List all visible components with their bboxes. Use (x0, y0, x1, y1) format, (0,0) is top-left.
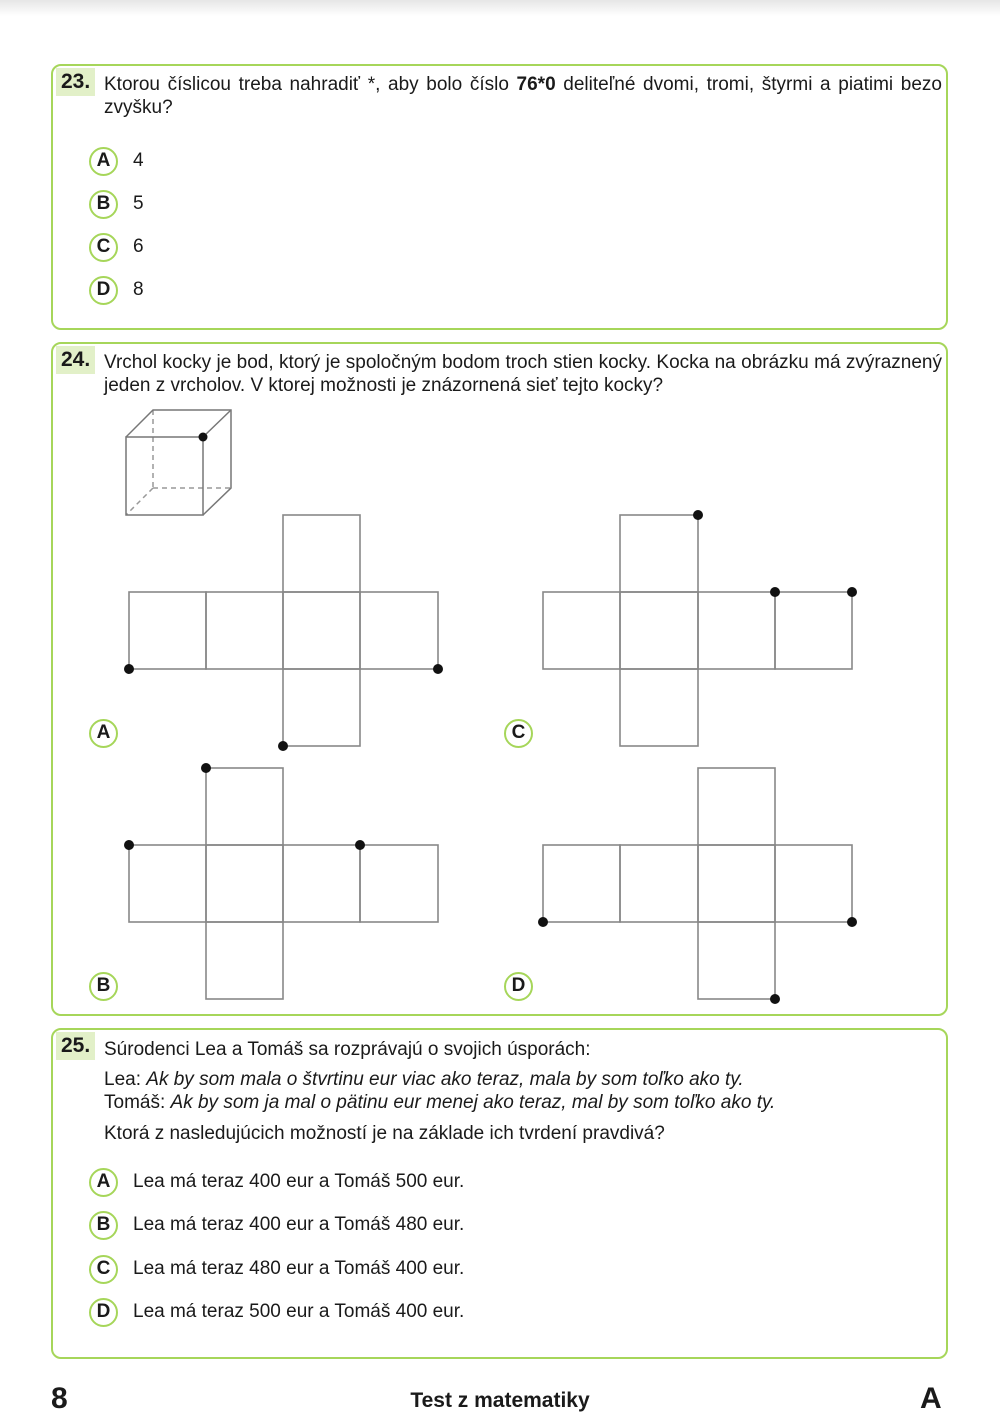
question-25-box (51, 1028, 948, 1359)
option-text: 4 (133, 150, 144, 171)
option-letter: D (89, 1298, 118, 1327)
option-letter: C (89, 1255, 118, 1284)
option-text: Lea má teraz 400 eur a Tomáš 500 eur. (133, 1171, 465, 1192)
net-d (538, 768, 857, 1004)
question-text: Vrchol kocky je bod, ktorý je spoločným bodom troch stien kocky. Kocka na obrázku má zvýraznený jeden z vrcholov. V ktorej možnosti je znázornená sieť tejto kocky? (104, 352, 942, 396)
option-a[interactable] (89, 1166, 464, 1198)
question-intro: Súrodenci Lea a Tomáš sa rozprávajú o svojich úsporách: (104, 1039, 591, 1060)
option-text: Lea má teraz 480 eur a Tomáš 400 eur. (133, 1258, 465, 1279)
test-variant: A (920, 1382, 942, 1415)
number-expression: 76*0 (516, 74, 556, 95)
option-letter: C (504, 719, 533, 748)
question-number: 23. (56, 68, 95, 96)
net-b (124, 763, 438, 999)
option-text: Lea má teraz 400 eur a Tomáš 480 eur. (133, 1214, 465, 1235)
option-text: Lea má teraz 500 eur a Tomáš 400 eur. (133, 1301, 465, 1322)
option-c[interactable] (89, 1253, 464, 1285)
lea-statement: Lea: Ak by som mala o štvrtinu eur viac ako teraz, mala by som toľko ako ty. (104, 1069, 744, 1090)
option-letter: B (89, 190, 118, 219)
footer-title: Test z matematiky (410, 1389, 590, 1412)
cube-figure (126, 410, 231, 515)
option-text: 8 (133, 279, 144, 300)
option-letter: A (89, 719, 118, 748)
page-number: 8 (51, 1382, 68, 1415)
net-a (124, 515, 443, 751)
option-letter: A (89, 147, 118, 176)
option-text: 5 (133, 193, 144, 214)
question-text: Ktorou číslicou treba nahradiť *, aby bolo číslo 76*0 deliteľné dvomi, tromi, štyrmi a piatimi bezo zvyšku? (104, 74, 942, 118)
question-number: 24. (56, 346, 95, 374)
option-letter: D (504, 972, 533, 1001)
option-letter: C (89, 233, 118, 262)
tomas-statement: Tomáš: Ak by som ja mal o pätinu eur menej ako teraz, mal by som toľko ako ty. (104, 1092, 776, 1113)
option-text: 6 (133, 236, 144, 257)
option-d[interactable] (89, 1296, 464, 1328)
option-letter: B (89, 1211, 118, 1240)
highlighted-vertex (199, 433, 208, 442)
option-letter: A (89, 1168, 118, 1197)
option-letter: D (89, 276, 118, 305)
net-c (543, 510, 857, 746)
option-letter: B (89, 972, 118, 1001)
option-b[interactable] (89, 1209, 464, 1241)
question-number: 25. (56, 1032, 95, 1060)
question-text: Ktorá z nasledujúcich možností je na základe ich tvrdení pravdivá? (104, 1123, 665, 1144)
